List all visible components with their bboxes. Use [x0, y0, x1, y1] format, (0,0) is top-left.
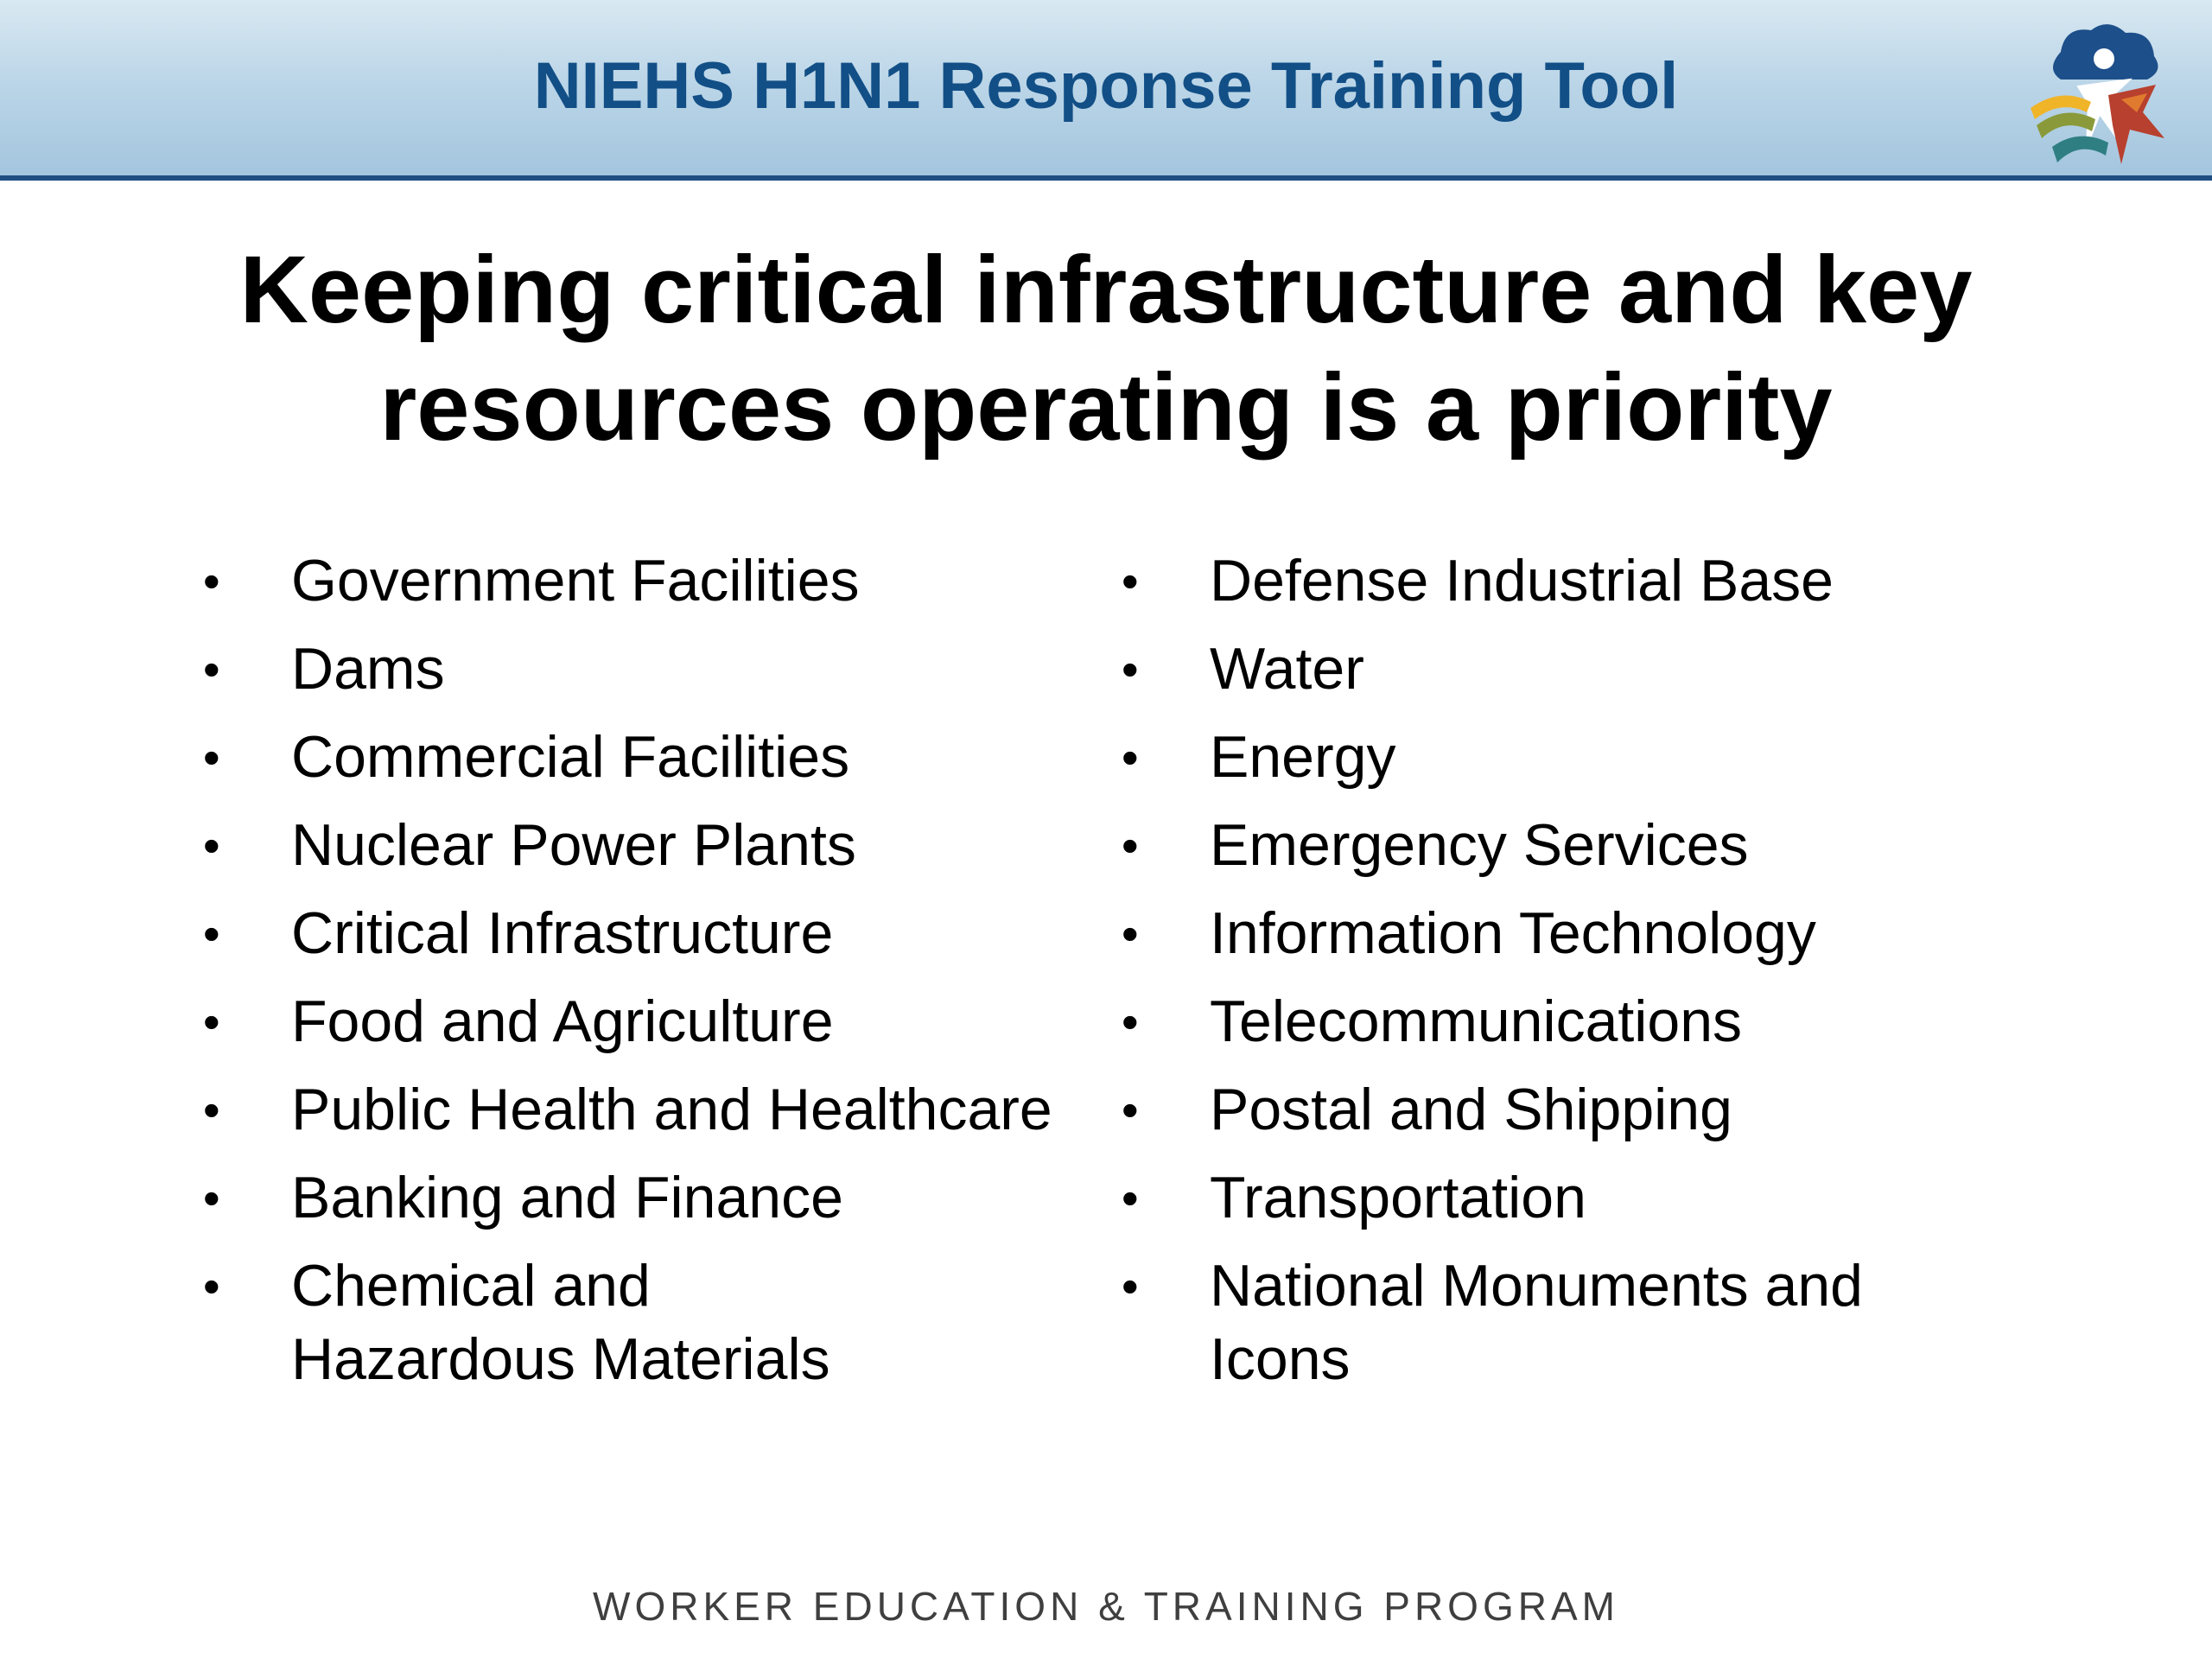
- bullet-list-left: [203, 544, 1102, 1411]
- list-item: [203, 721, 1102, 794]
- list-item: [1122, 1249, 2072, 1396]
- bullet-icon: •: [1122, 1083, 1139, 1137]
- list-item: [203, 1249, 1102, 1396]
- bullet-icon: •: [203, 995, 220, 1049]
- list-item-text: Transportation: [1210, 1165, 1586, 1230]
- list-item-text: Government Facilities: [291, 548, 860, 613]
- list-item: [203, 985, 1102, 1058]
- bullet-icon: •: [1122, 554, 1139, 608]
- niehs-figure-logo-icon: [2026, 17, 2173, 173]
- bullet-icon: •: [203, 642, 220, 696]
- list-item-text: Nuclear Power Plants: [291, 812, 856, 878]
- bullet-icon: •: [1122, 906, 1139, 961]
- list-item: [1122, 809, 2072, 882]
- bullet-icon: •: [1122, 1259, 1139, 1313]
- list-item: [203, 632, 1102, 706]
- header-divider: [0, 175, 2212, 181]
- list-item: [1122, 544, 2072, 618]
- bullet-icon: •: [203, 1083, 220, 1137]
- bullet-list-right: [1122, 544, 2072, 1411]
- list-item-text: Energy: [1210, 724, 1396, 790]
- list-item-text: Defense Industrial Base: [1210, 548, 1834, 613]
- header-title: NIEHS H1N1 Response Training Tool: [533, 49, 1679, 123]
- bullet-icon: •: [203, 818, 220, 873]
- list-item-text: Critical Infrastructure: [291, 900, 834, 966]
- list-item-text: Telecommunications: [1210, 988, 1743, 1054]
- bullet-icon: •: [203, 906, 220, 961]
- list-item: [1122, 897, 2072, 970]
- list-item: [203, 897, 1102, 970]
- bullet-icon: •: [1122, 995, 1139, 1049]
- list-item-text: Dams: [291, 636, 445, 702]
- list-item: [203, 1161, 1102, 1235]
- bullet-icon: •: [1122, 730, 1139, 785]
- list-item-text: National Monuments and Icons: [1210, 1253, 1864, 1392]
- bullet-icon: •: [1122, 1171, 1139, 1225]
- bullet-icon: •: [203, 1171, 220, 1225]
- list-item-text: Postal and Shipping: [1210, 1077, 1732, 1142]
- list-item: [1122, 632, 2072, 706]
- bullet-icon: •: [203, 730, 220, 785]
- list-item: [203, 544, 1102, 618]
- list-item: [1122, 1073, 2072, 1147]
- list-item: [203, 1073, 1102, 1147]
- list-item-text: Water: [1210, 636, 1364, 702]
- bullet-icon: •: [1122, 818, 1139, 873]
- slide-title-line-1: Keeping critical infrastructure and key: [239, 237, 1973, 343]
- footer-program-name: WORKER EDUCATION & TRAINING PROGRAM: [593, 1584, 1619, 1629]
- slide-title-line-2: resources operating is a priority: [379, 354, 1833, 461]
- slide-title: [138, 232, 2074, 467]
- list-item: [1122, 721, 2072, 794]
- list-item-text: Emergency Services: [1210, 812, 1749, 878]
- bullet-icon: •: [1122, 642, 1139, 696]
- bullet-icon: •: [203, 1259, 220, 1313]
- list-item: [1122, 985, 2072, 1058]
- list-item-text: Chemical and Hazardous Materials: [291, 1253, 830, 1392]
- bullet-icon: •: [203, 554, 220, 608]
- list-item-text: Banking and Finance: [291, 1165, 843, 1230]
- list-item: [1122, 1161, 2072, 1235]
- list-item-text: Food and Agriculture: [291, 988, 834, 1054]
- list-item-text: Commercial Facilities: [291, 724, 850, 790]
- list-item-text: Public Health and Healthcare: [291, 1077, 1052, 1142]
- list-item: [203, 809, 1102, 882]
- list-item-text: Information Technology: [1210, 900, 1816, 966]
